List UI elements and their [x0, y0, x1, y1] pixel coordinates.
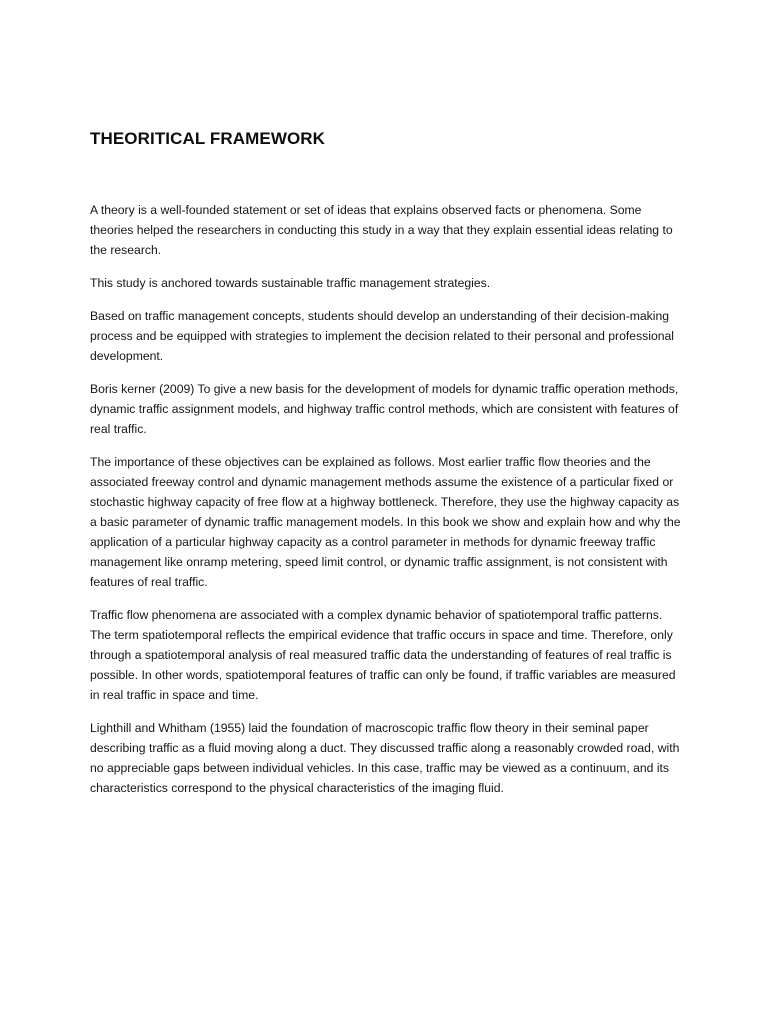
paragraph-objectives: The importance of these objectives can be explained as follows. Most earlier traffic flow theories and the associated freeway control and dynamic management methods assume the existence of a particular fixed or stochastic highway capacity of free flow at a highway bottleneck. Therefore, they use the highway capacity as a basic parameter of dynamic traffic management models. In this book we show and explain how and why the application of a particular highway capacity as a control parameter in methods for dynamic freeway traffic management like onramp metering, speed limit control, or dynamic traffic assignment, is not consistent with features of real traffic.	[90, 455, 681, 589]
paragraph-theory-definition: A theory is a well-founded statement or set of ideas that explains observed facts or phenomena. Some theories helped the researchers in conducting this study in a way that they explain essential ideas relating to the research.	[90, 203, 673, 257]
document-title: THEORITICAL FRAMEWORK	[90, 129, 326, 148]
paragraph-kerner: Boris kerner (2009) To give a new basis for the development of models for dynamic traffic operation methods, dynamic traffic assignment models, and highway traffic control methods, which are consistent with features of real traffic.	[90, 382, 679, 436]
paragraph-management-concepts: Based on traffic management concepts, students should develop an understanding of their decision-making process and be equipped with strategies to implement the decision related to their personal and professional development.	[90, 309, 675, 363]
paragraph-flow-phenomena: Traffic flow phenomena are associated with a complex dynamic behavior of spatiotemporal traffic patterns. The term spatiotemporal reflects the empirical evidence that traffic occurs in space and time. Therefore, only through a spatiotemporal analysis of real measured traffic data the understanding of features of real traffic is possible. In other words, spatiotemporal features of traffic can only be found, if traffic variables are measured in real traffic in space and time.	[90, 608, 676, 702]
document-content	[90, 127, 682, 811]
document-body	[90, 200, 682, 798]
paragraph-lighthill-whitham: Lighthill and Whitham (1955) laid the foundation of macroscopic traffic flow theory in their seminal paper describing traffic as a fluid moving along a duct. They discussed traffic along a reasonably crowded road, with no appreciable gaps between individual vehicles. In this case, traffic may be viewed as a continuum, and its characteristics correspond to the physical characteristics of the imaging fluid.	[90, 721, 680, 795]
paragraph-study-anchor: This study is anchored towards sustainable traffic management strategies.	[90, 276, 491, 290]
